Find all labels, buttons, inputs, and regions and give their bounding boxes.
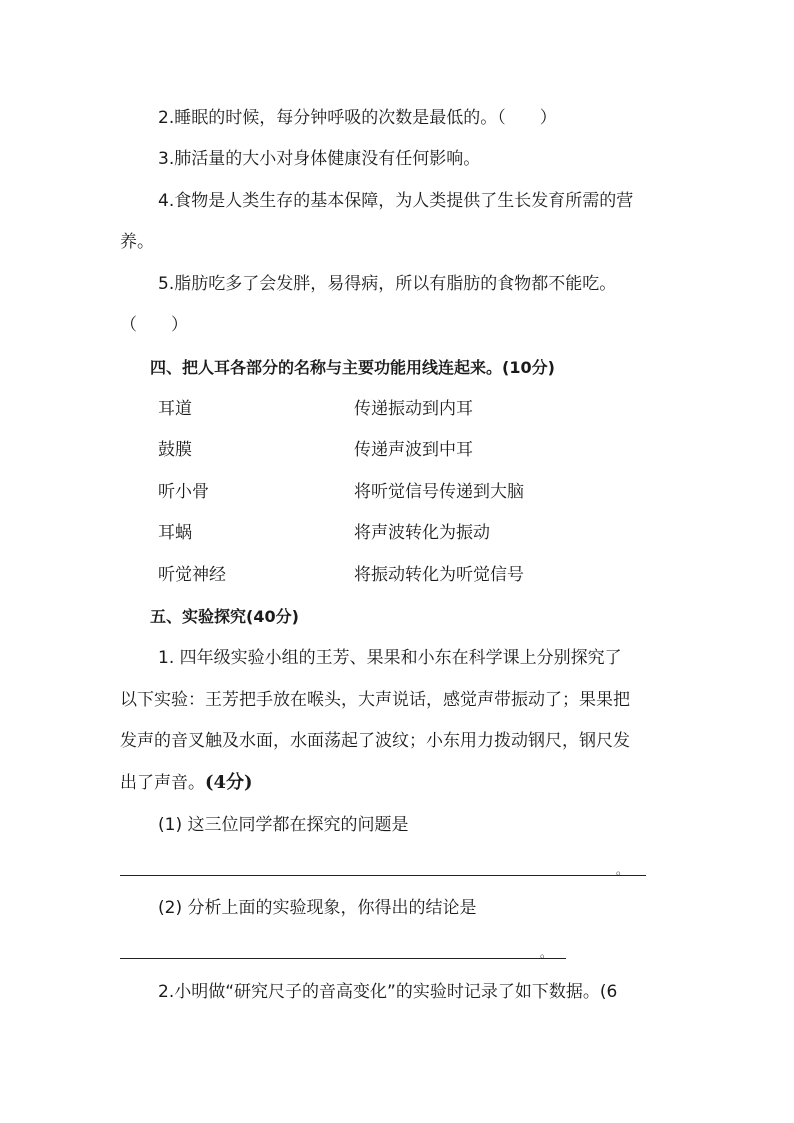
- match-right-item: 传递声波到中耳: [354, 440, 473, 460]
- match-right-item: 将振动转化为听觉信号: [354, 565, 524, 585]
- q3-4-text-line1: 4.食物是人类生存的基本保障，为人类提供了生长发育所需的营: [158, 191, 634, 211]
- q5-2-text: 2.小明做“研究尺子的音高变化”的实验时记录了如下数据。(6: [158, 982, 618, 1002]
- q5-1-sub1-answer-line[interactable]: [120, 875, 646, 876]
- match-right-item: 将声波转化为振动: [354, 523, 490, 543]
- q3-4-text-line2: 养。: [120, 232, 154, 252]
- q3-2-text: 2.睡眠的时候，每分钟呼吸的次数是最低的。（ ）: [158, 108, 557, 128]
- q5-1-score: (4分): [205, 772, 253, 793]
- q3-5-text-line2: （ ）: [120, 315, 188, 335]
- q5-1-sub1-period: 。: [616, 863, 629, 877]
- q5-1-line3: 发声的音叉触及水面，水面荡起了波纹；小东用力拨动钢尺，钢尺发: [120, 731, 630, 751]
- q5-1-line2: 以下实验：王芳把手放在喉头，大声说话，感觉声带振动了；果果把: [120, 690, 630, 710]
- q5-1-line4-text: 出了声音。: [120, 773, 205, 793]
- match-left-item: 听小骨: [158, 482, 209, 502]
- match-right-item: 将听觉信号传递到大脑: [354, 482, 524, 502]
- match-left-item: 鼓膜: [158, 440, 192, 460]
- match-right-item: 传递振动到内耳: [354, 399, 473, 419]
- section5-title: 五、实验探究(40分): [150, 607, 299, 626]
- q5-1-line4: [120, 773, 253, 793]
- q3-3-text: 3.肺活量的大小对身体健康没有任何影响。: [158, 149, 481, 169]
- q5-1-sub2-period: 。: [540, 946, 553, 960]
- q5-1-sub1-text: (1) 这三位同学都在探究的问题是: [158, 815, 409, 835]
- match-left-item: 听觉神经: [158, 565, 226, 585]
- match-left-item: 耳道: [158, 399, 192, 419]
- q5-1-sub2-text: (2) 分析上面的实验现象，你得出的结论是: [158, 898, 477, 918]
- match-left-item: 耳蜗: [158, 523, 192, 543]
- q5-1-line1: 1. 四年级实验小组的王芳、果果和小东在科学课上分别探究了: [158, 648, 622, 668]
- q5-1-sub2-answer-line[interactable]: [120, 958, 566, 959]
- section4-title: 四、把人耳各部分的名称与主要功能用线连起来。(10分): [150, 358, 555, 377]
- q3-5-text-line1: 5.脂肪吃多了会发胖，易得病，所以有脂肪的食物都不能吃。: [158, 274, 617, 294]
